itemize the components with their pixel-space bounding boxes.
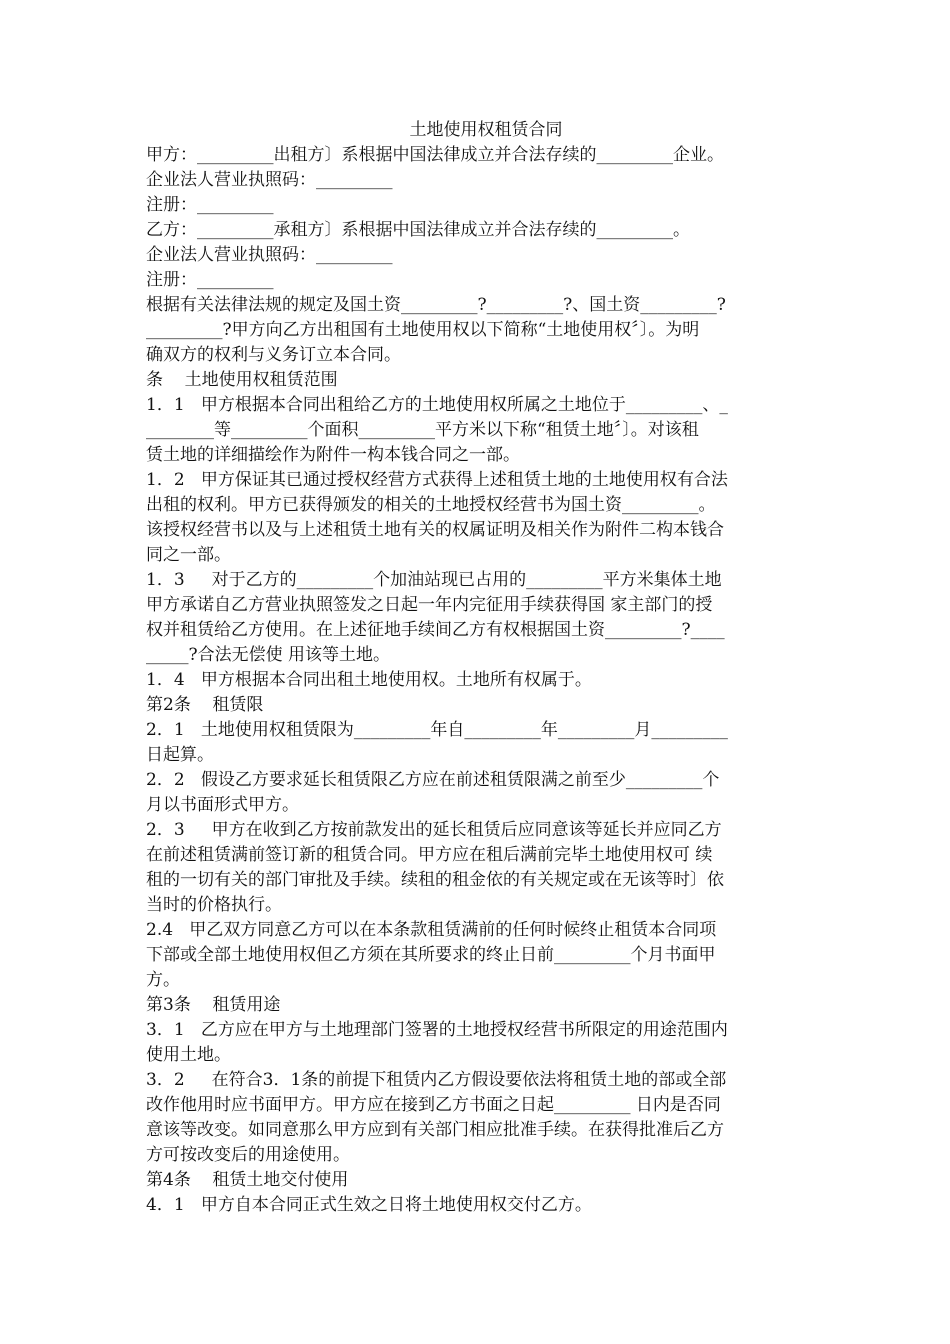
party-b-line: 乙方：_________承租方〕系根据中国法律成立并合法存续的_________。 (146, 220, 690, 240)
section-heading: 第3条 租赁用途 (146, 995, 281, 1015)
party-b-registration-line: 注册：_________ (146, 270, 274, 290)
clause-2-2: 2．2 假设乙方要求延长租赁限乙方应在前述租赁限满之前至少_________个 月以书面形式甲方。 (146, 770, 720, 815)
clause-1-2: 1．2 甲方保证其已通过授权经营方式获得上述租赁土地的土地使用权有合法 出租的权利。甲方已获得颁发的相关的土地授权经营书为国土资_________。 该授权经营书以及与上述租赁土地有关的权属证明及相关作为附件二构本钱合 同之一部。 (146, 470, 728, 565)
preamble-paragraph: 根据有关法律法规的规定及国土资_________?_________?、国土资_________? _________?甲方向乙方出租国有土地使用权以下简称“土地使用权〞〕。为明 确双方的权利与义务订立本合同。 (146, 295, 726, 365)
section-heading: 第4条 租赁土地交付使用 (146, 1170, 349, 1190)
section-heading: 第2条 租赁限 (146, 695, 264, 715)
clause-1-4: 1．4 甲方根据本合同出租土地使用权。土地所有权属于。 (146, 670, 592, 690)
party-a-license-line: 企业法人营业执照码：_________ (146, 170, 393, 190)
party-b-license-line: 企业法人营业执照码：_________ (146, 245, 393, 265)
clause-1-1: 1．1 甲方根据本合同出租给乙方的土地使用权所属之土地位于_________、_ ________等_________个面积_________平方米以下称“租赁土地〞〕。对该租 赁土地的详细描绘作为附件一构本钱合同之一部。 (146, 395, 728, 465)
clause-2-3: 2．3 甲方在收到乙方按前款发出的延长租赁后应同意该等延长并应同乙方 在前述租赁满前签订新的租赁合同。甲方应在租后满前完毕土地使用权可 续 租的一切有关的部门审批及手续。续租的租金依的有关规定或在无该等时〕依 当时的价格执行。 (146, 820, 724, 915)
party-a-registration-line: 注册：_________ (146, 195, 274, 215)
clause-2-4: 2.4 甲乙双方同意乙方可以在本条款租赁满前的任何时候终止租赁本合同项 下部或全部土地使用权但乙方须在其所要求的终止日前_________个月书面甲 方。 (146, 920, 717, 990)
clause-4-1: 4．1 甲方自本合同正式生效之日将土地使用权交付乙方。 (146, 1195, 592, 1215)
clause-2-1: 2．1 土地使用权租赁限为_________年自_________年_________月_________ 日起算。 (146, 720, 728, 765)
document-title: 土地使用权租赁合同 (409, 120, 563, 140)
document-page (146, 118, 806, 1218)
section-heading: 条 土地使用权租赁范围 (146, 370, 338, 390)
clause-3-2: 3．2 在符合3．1条的前提下租赁内乙方假设要依法将租赁土地的部或全部 改作他用时应书面甲方。甲方应在接到乙方书面之日起_________ 日内是否同 意该等改变。如同意那么甲方应到有关部门相应批准手续。在获得批准后乙方 方可按改变后的用途使用。 (146, 1070, 727, 1165)
party-a-line: 甲方：_________出租方〕系根据中国法律成立并合法存续的_________企业。 (146, 145, 724, 165)
clause-1-3: 1．3 对于乙方的_________个加油站现已占用的_________平方米集体土地 甲方承诺自乙方营业执照签发之日起一年内完征用手续获得国 家主部门的授 权并租赁给乙方使用。在上述征地手续间乙方有权根据国土资_________?____ _____?合法无偿使 用该等土地。 (146, 570, 725, 665)
clause-3-1: 3．1 乙方应在甲方与土地理部门签署的土地授权经营书所限定的用途范围内 使用土地。 (146, 1020, 728, 1065)
